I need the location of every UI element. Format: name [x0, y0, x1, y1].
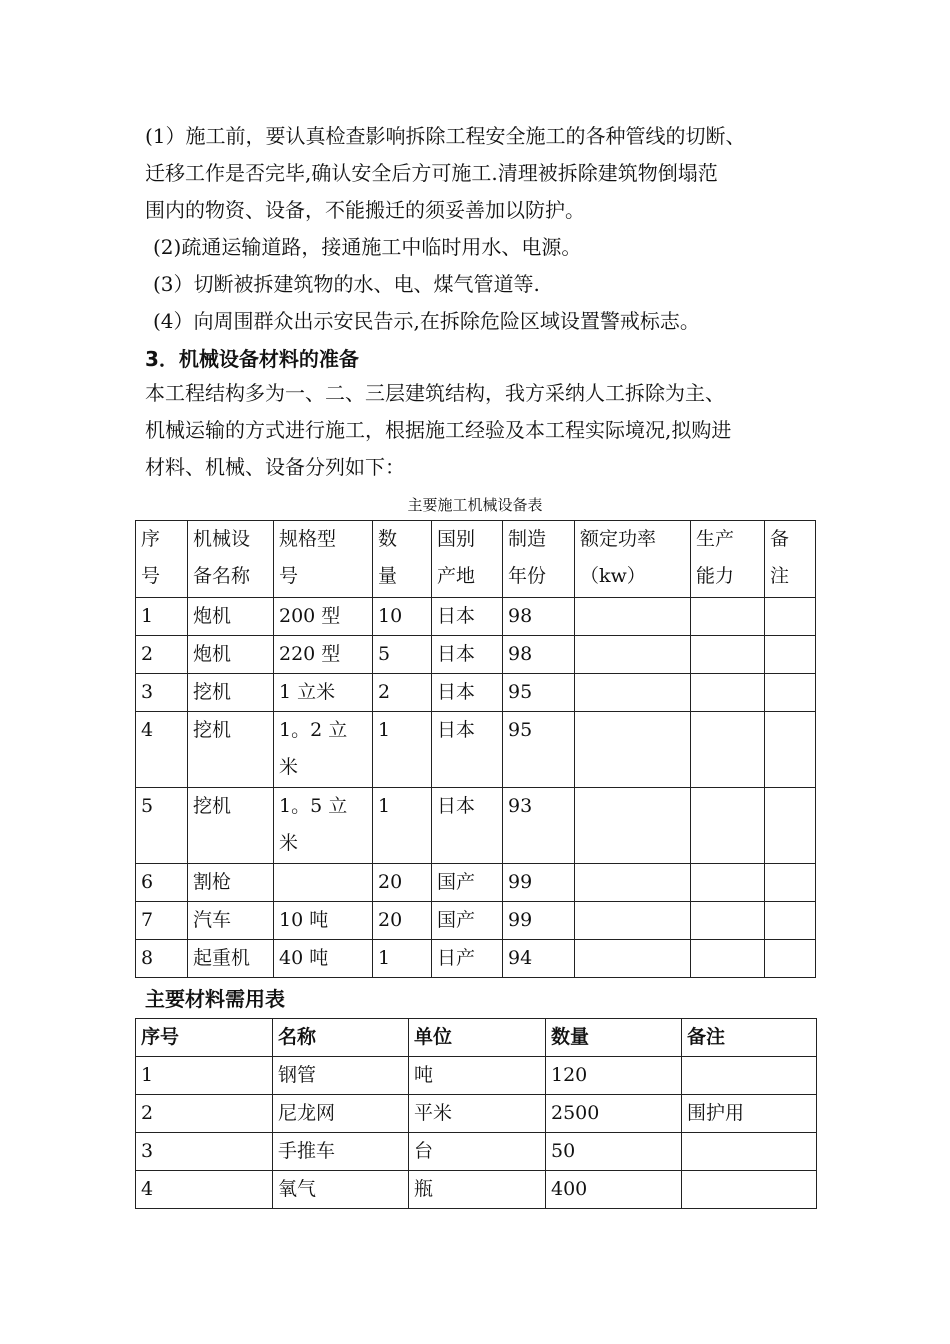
table-cell: 1。2 立 米 — [274, 712, 373, 788]
table-cell: 400 — [546, 1171, 682, 1209]
intro-line: (3）切断被拆建筑物的水、电、煤气管道等. — [153, 272, 540, 296]
section-heading: 3．机械设备材料的准备 — [145, 347, 359, 371]
table-cell — [575, 598, 691, 636]
table-cell: 1 — [373, 940, 432, 978]
table-cell: 7 — [136, 902, 188, 940]
table-cell: 起重机 — [188, 940, 274, 978]
table-cell — [765, 636, 816, 674]
table-cell — [575, 636, 691, 674]
table-cell: 1。5 立 米 — [274, 788, 373, 864]
table-cell: 98 — [503, 598, 575, 636]
table-header-row — [136, 521, 816, 598]
table-cell: 20 — [373, 864, 432, 902]
table-cell: 尼龙网 — [273, 1095, 409, 1133]
table-cell — [575, 864, 691, 902]
section-line: 材料、机械、设备分列如下： — [145, 455, 405, 479]
table-cell: 99 — [503, 902, 575, 940]
table-cell: 99 — [503, 864, 575, 902]
table-cell: 50 — [546, 1133, 682, 1171]
table-cell: 1 — [136, 1057, 273, 1095]
table-cell — [575, 940, 691, 978]
table-cell: 钢管 — [273, 1057, 409, 1095]
table-cell: 220 型 — [274, 636, 373, 674]
table-cell: 5 — [373, 636, 432, 674]
table-cell: 吨 — [409, 1057, 546, 1095]
header-cell: 额定功率 （kw） — [575, 521, 691, 598]
table-row — [136, 636, 816, 674]
table-row — [136, 788, 816, 864]
table-cell: 95 — [503, 674, 575, 712]
table-cell: 200 型 — [274, 598, 373, 636]
section-line: 本工程结构多为一、二、三层建筑结构，我方采纳人工拆除为主、 — [145, 381, 725, 405]
table-cell — [765, 940, 816, 978]
table-cell — [682, 1133, 817, 1171]
header-cell: 生产 能力 — [691, 521, 765, 598]
table-cell — [691, 940, 765, 978]
table-cell: 1 — [373, 788, 432, 864]
table-cell — [765, 598, 816, 636]
intro-line: 迁移工作是否完毕,确认安全后方可施工.清理被拆除建筑物倒塌范 — [145, 161, 718, 185]
section-line: 机械运输的方式进行施工，根据施工经验及本工程实际境况,拟购进 — [145, 418, 732, 442]
table-cell: 围护用 — [682, 1095, 817, 1133]
materials-table-title: 主要材料需用表 — [145, 987, 285, 1011]
table-cell — [575, 902, 691, 940]
table-cell: 93 — [503, 788, 575, 864]
intro-paragraph — [145, 118, 825, 340]
header-cell: 单位 — [409, 1019, 546, 1057]
table-cell — [765, 712, 816, 788]
table-cell — [691, 598, 765, 636]
table-row — [136, 1133, 817, 1171]
table-cell: 94 — [503, 940, 575, 978]
table-cell: 日本 — [432, 598, 503, 636]
table-cell: 日本 — [432, 712, 503, 788]
table-cell: 台 — [409, 1133, 546, 1171]
table-cell: 3 — [136, 674, 188, 712]
header-cell: 制造 年份 — [503, 521, 575, 598]
table-cell: 氧气 — [273, 1171, 409, 1209]
table-cell: 平米 — [409, 1095, 546, 1133]
table-cell: 2 — [136, 636, 188, 674]
table-cell: 炮机 — [188, 636, 274, 674]
table-cell: 10 — [373, 598, 432, 636]
table-cell — [765, 902, 816, 940]
equipment-table-caption: 主要施工机械设备表 — [407, 496, 543, 514]
table-cell: 1 立米 — [274, 674, 373, 712]
table-header-row — [136, 1019, 817, 1057]
table-cell: 4 — [136, 1171, 273, 1209]
table-row — [136, 1057, 817, 1095]
table-row — [136, 1095, 817, 1133]
table-cell: 日本 — [432, 636, 503, 674]
table-cell — [765, 864, 816, 902]
header-cell: 备 注 — [765, 521, 816, 598]
section-paragraph — [145, 375, 825, 486]
table-cell — [575, 712, 691, 788]
table-cell: 挖机 — [188, 674, 274, 712]
table-cell — [691, 712, 765, 788]
header-cell: 国别 产地 — [432, 521, 503, 598]
table-cell: 1 — [136, 598, 188, 636]
table-cell: 20 — [373, 902, 432, 940]
table-cell: 国产 — [432, 902, 503, 940]
table-cell: 汽车 — [188, 902, 274, 940]
table-cell — [691, 902, 765, 940]
table-cell: 8 — [136, 940, 188, 978]
table-cell — [691, 788, 765, 864]
table-cell — [691, 636, 765, 674]
table-row — [136, 674, 816, 712]
table-cell: 2 — [136, 1095, 273, 1133]
table-cell: 98 — [503, 636, 575, 674]
table-cell: 6 — [136, 864, 188, 902]
table-row — [136, 1171, 817, 1209]
header-cell: 机械设 备名称 — [188, 521, 274, 598]
table-row — [136, 940, 816, 978]
header-cell: 备注 — [682, 1019, 817, 1057]
header-cell: 序 号 — [136, 521, 188, 598]
table-cell — [682, 1057, 817, 1095]
table-cell: 国产 — [432, 864, 503, 902]
table-row — [136, 598, 816, 636]
table-cell — [691, 864, 765, 902]
table-cell: 3 — [136, 1133, 273, 1171]
table-row — [136, 712, 816, 788]
header-cell: 规格型 号 — [274, 521, 373, 598]
table-cell: 120 — [546, 1057, 682, 1095]
table-cell — [682, 1171, 817, 1209]
intro-line: (1）施工前，要认真检查影响拆除工程安全施工的各种管线的切断、 — [145, 124, 746, 148]
header-cell: 数量 — [546, 1019, 682, 1057]
table-cell: 日本 — [432, 788, 503, 864]
table-row — [136, 864, 816, 902]
table-cell: 10 吨 — [274, 902, 373, 940]
intro-line: (4）向周围群众出示安民告示,在拆除危险区域设置警戒标志。 — [153, 309, 700, 333]
table-cell: 手推车 — [273, 1133, 409, 1171]
table-cell: 炮机 — [188, 598, 274, 636]
equipment-table — [135, 520, 816, 978]
table-cell: 5 — [136, 788, 188, 864]
table-cell: 瓶 — [409, 1171, 546, 1209]
table-cell — [765, 674, 816, 712]
header-cell: 序号 — [136, 1019, 273, 1057]
header-cell: 数 量 — [373, 521, 432, 598]
table-cell — [575, 674, 691, 712]
table-cell: 挖机 — [188, 788, 274, 864]
table-cell — [765, 788, 816, 864]
table-cell: 日本 — [432, 674, 503, 712]
table-cell: 日产 — [432, 940, 503, 978]
table-cell: 2500 — [546, 1095, 682, 1133]
table-row — [136, 902, 816, 940]
table-cell: 95 — [503, 712, 575, 788]
table-cell: 1 — [373, 712, 432, 788]
table-cell: 2 — [373, 674, 432, 712]
header-cell: 名称 — [273, 1019, 409, 1057]
table-cell: 割枪 — [188, 864, 274, 902]
intro-line: 围内的物资、设备，不能搬迁的须妥善加以防护。 — [145, 198, 585, 222]
table-cell: 4 — [136, 712, 188, 788]
table-cell: 40 吨 — [274, 940, 373, 978]
table-cell: 挖机 — [188, 712, 274, 788]
table-cell — [575, 788, 691, 864]
intro-line: (2)疏通运输道路，接通施工中临时用水、电源。 — [153, 235, 582, 259]
materials-table — [135, 1018, 817, 1209]
table-cell — [691, 674, 765, 712]
table-cell — [274, 864, 373, 902]
